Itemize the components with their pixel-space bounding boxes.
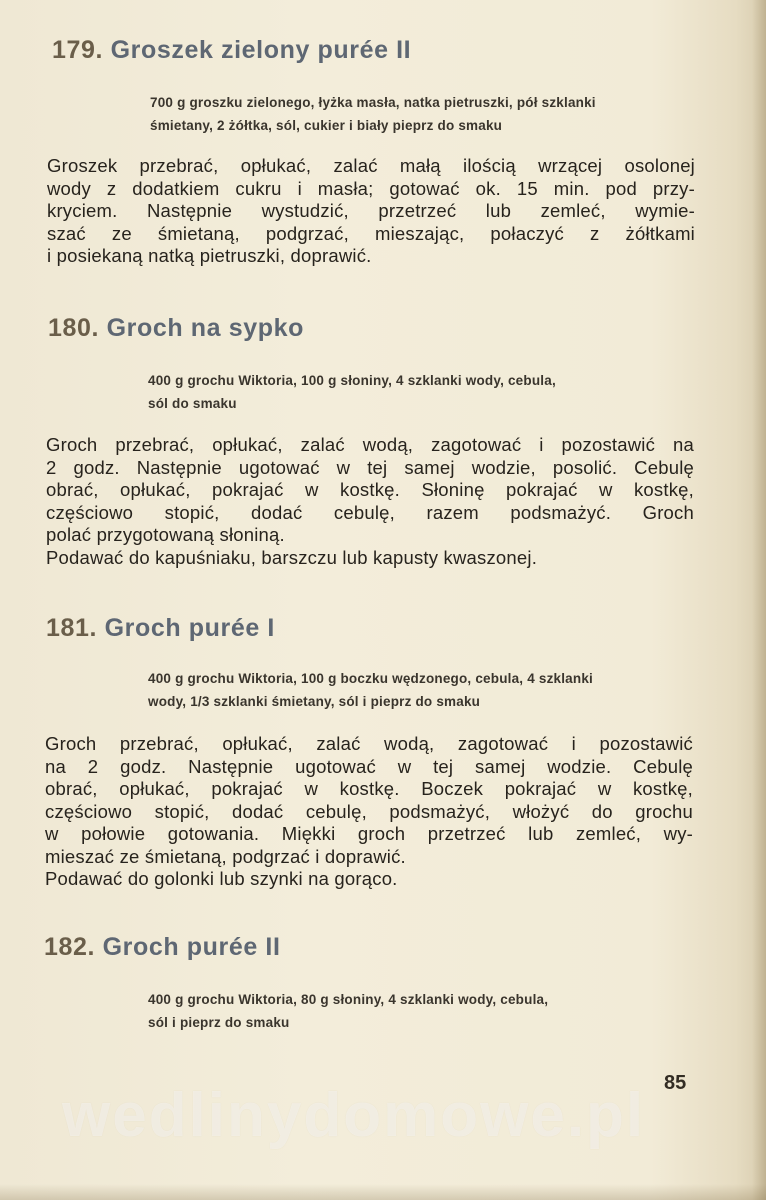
text-line: Groch przebrać, opłukać, zalać wodą, zagotować i pozostawić na: [46, 434, 694, 455]
text-line: na 2 godz. Następnie ugotować w tej samej wodzie. Cebulę: [45, 755, 693, 777]
recipe-title: [44, 933, 281, 962]
recipe-name: Groszek zielony purée II: [110, 36, 412, 64]
text-line: i posiekaną natką pietruszki, doprawić.: [47, 245, 372, 266]
recipe-number: 182.: [44, 933, 96, 961]
page-edge-shadow: [752, 0, 766, 1200]
recipe-name: Groch purée I: [104, 614, 275, 642]
text-line: 2 godz. Następnie ugotować w tej samej wodzie, posolić. Cebulę: [46, 456, 694, 478]
page-bottom-shadow: [0, 1184, 766, 1200]
recipe-name: Groch na sypko: [106, 314, 304, 342]
recipe-title: [46, 614, 275, 643]
text-line: szać ze śmietaną, podgrzać, mieszając, połaczyć z żółtkami: [47, 222, 695, 244]
text-line: Groszek przebrać, opłukać, zalać małą ilością wrzącej osolonej: [47, 155, 695, 176]
text-line: mieszać ze śmietaną, podgrzać i doprawić.: [45, 845, 406, 867]
page-number: 85: [664, 1072, 687, 1094]
text-line: obrać, opłukać, pokrajać w kostkę. Słoninę pokrajać w kostkę,: [46, 479, 694, 500]
ingredients-line: 700 g groszku zielonego, łyżka masła, natka pietruszki, pół szklanki: [150, 95, 596, 110]
text-line: obrać, opłukać, pokrajać w kostkę. Boczek pokrajać w kostkę,: [45, 778, 693, 799]
recipe-number: 181.: [46, 614, 98, 642]
recipe-title: [48, 314, 304, 343]
ingredients-line: 400 g grochu Wiktoria, 100 g boczku wędzonego, cebula, 4 szklanki: [148, 671, 593, 686]
ingredients-line: wody, 1/3 szklanki śmietany, sól i pieprz do smaku: [148, 694, 481, 709]
recipe-title: [52, 36, 411, 65]
ingredients-list: [148, 988, 548, 1034]
text-line: częściowo stopić, dodać cebulę, razem podsmażyć. Groch: [46, 501, 694, 523]
text-line: w połowie gotowania. Miękki groch przetrzeć lub zemleć, wy-: [45, 823, 693, 844]
recipe-instructions: [45, 733, 693, 891]
ingredients-line: 400 g grochu Wiktoria, 80 g słoniny, 4 szklanki wody, cebula,: [148, 992, 549, 1007]
recipe-instructions: [47, 155, 695, 268]
text-line: Podawać do kapuśniaku, barszczu lub kapusty kwaszonej.: [46, 546, 538, 568]
text-line: częściowo stopić, dodać cebulę, podsmażyć, włożyć do grochu: [45, 800, 693, 822]
recipe-number: 179.: [52, 36, 104, 64]
ingredients-line: sól do smaku: [148, 396, 237, 411]
text-line: Groch przebrać, opłukać, zalać wodą, zagotować i pozostawić: [45, 733, 693, 754]
watermark: wedlinydomowe.pl: [62, 1081, 646, 1150]
text-line: wody z dodatkiem cukru i masła; gotować ok. 15 min. pod przy-: [47, 177, 695, 199]
ingredients-list: [148, 369, 556, 415]
text-line: polać przygotowaną słoniną.: [46, 524, 285, 545]
text-line: kryciem. Następnie wystudzić, przetrzeć lub zemleć, wymie-: [47, 200, 695, 221]
ingredients-list: [150, 91, 596, 137]
recipe-instructions: [46, 434, 694, 569]
ingredients-line: sól i pieprz do smaku: [148, 1015, 290, 1030]
recipe-name: Groch purée II: [102, 933, 281, 961]
ingredients-line: 400 g grochu Wiktoria, 100 g słoniny, 4 szklanki wody, cebula,: [148, 373, 556, 388]
text-line: Podawać do golonki lub szynki na gorąco.: [45, 868, 398, 889]
ingredients-list: [148, 667, 593, 713]
recipe-number: 180.: [48, 314, 100, 342]
ingredients-line: śmietany, 2 żółtka, sól, cukier i biały pieprz do smaku: [150, 118, 503, 133]
